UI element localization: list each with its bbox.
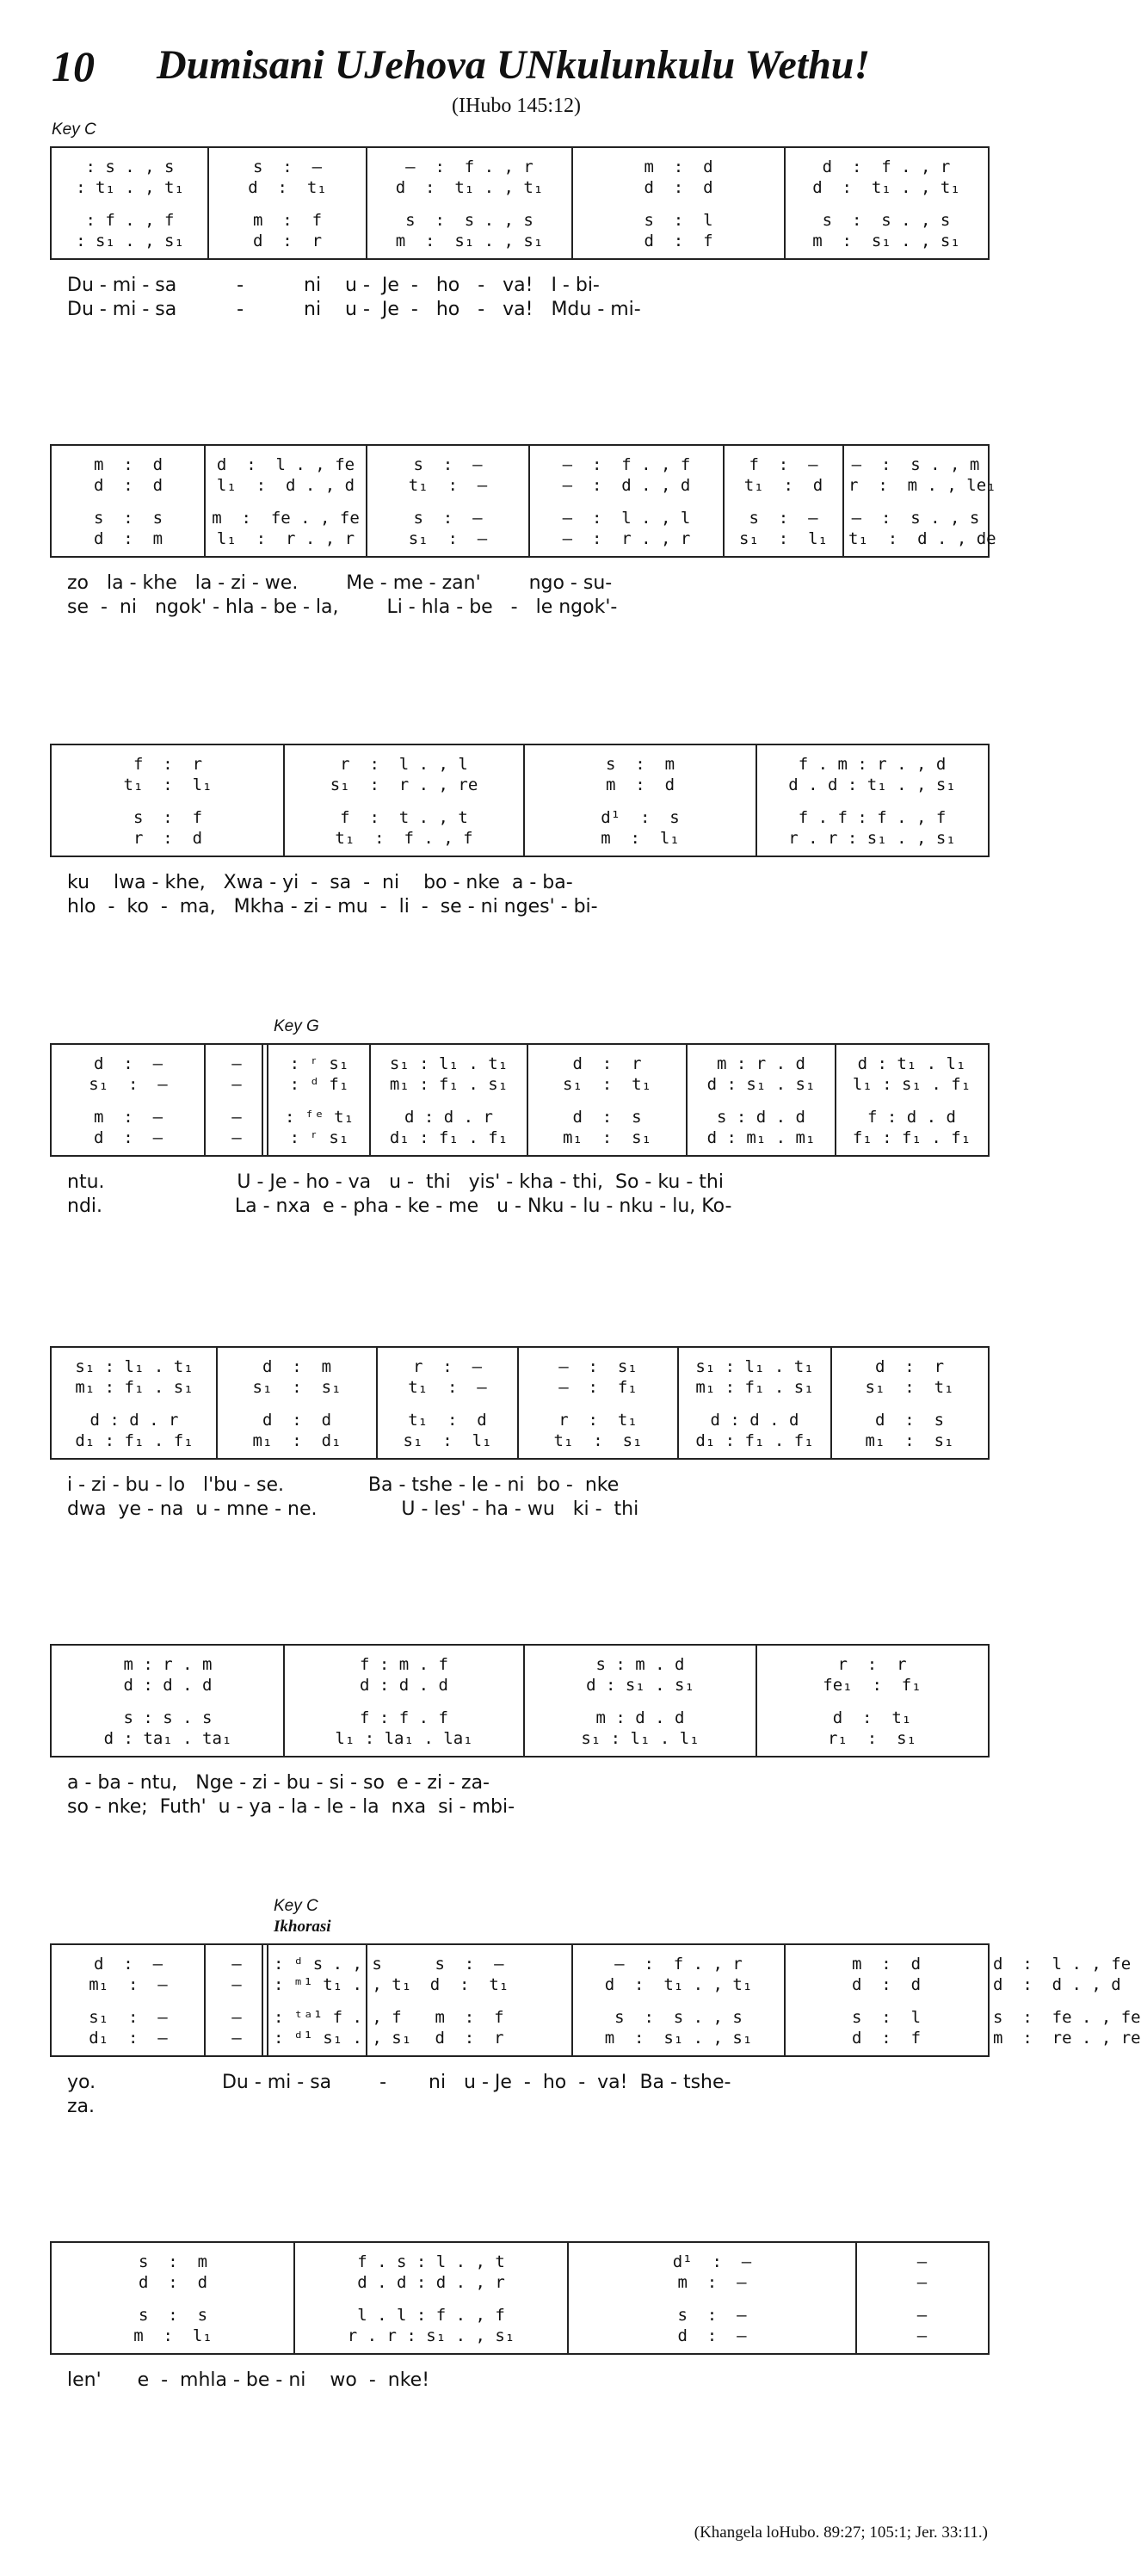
solfa-measure: : ᵈ s . , s [274,1955,382,1974]
lyric-line [50,274,990,298]
solfa-measure: d : r [874,1357,945,1376]
lyric-text: ku lwa - khe, Xwa - yi - sa - ni bo - nke a - ba- [67,872,573,893]
solfa-voice-row [52,1673,988,1697]
solfa-measure: l₁ : r . , r [216,529,355,548]
solfa-measure: m : l₁ [601,829,680,848]
solfa-measure: d : — [93,1054,163,1073]
lyric-line [50,1171,990,1195]
solfa-voice-row [52,826,988,850]
hymn-title: Dumisani UJehova UNkulunkulu Wethu! [157,42,871,88]
solfa-voice-row [52,1727,988,1751]
lyric-line [50,2095,990,2119]
solfa-measure: — [231,2029,242,2048]
solfa-measure: — [231,1975,242,1994]
solfa-measure: : ᵈ¹ s₁ . , s₁ [274,2029,412,2048]
solfa-measure: m : fe . , fe [212,509,360,528]
music-system-7 [50,1943,1141,2057]
solfa-measure: d : f . , r [822,158,951,176]
solfa-measure: d : m [93,529,163,548]
solfa-measure: m : d [644,158,713,176]
solfa-measure: t₁ : d . , de [848,529,996,548]
solfa-voice-row [52,2026,1141,2050]
solfa-measure: d : t₁ . l₁ [857,1054,966,1073]
solfa-measure: l₁ : s₁ . f₁ [852,1075,971,1094]
solfa-measure: f : t . , t [340,808,468,827]
solfa-measure: s : s [138,2306,208,2325]
music-system-3 [50,744,990,857]
solfa-measure: s : m [605,755,675,774]
solfa-measure: r : — [412,1357,483,1376]
solfa-voice-row [52,1429,988,1453]
solfa-measure: l . l : f . , f [357,2306,505,2325]
solfa-measure: — [231,1128,242,1147]
solfa-measure: d : t₁ . , t₁ [395,178,544,197]
solfa-measure: f . s : l . , t [357,2252,505,2271]
solfa-measure: t₁ : s₁ [553,1431,643,1450]
solfa-measure: s₁ : l₁ [403,1431,492,1450]
solfa-measure: l₁ : d . , d [216,476,355,495]
solfa-measure: s : — [252,158,323,176]
solfa-measure: d : f [644,232,713,250]
solfa-measure: s : — [413,509,483,528]
solfa-measure: d¹ : s [601,808,680,827]
solfa-measure: f₁ : f₁ . f₁ [852,1128,971,1147]
solfa-measure: s : — [435,1955,504,1974]
solfa-voice-row [52,1072,988,1096]
solfa-measure: s : d . d [717,1108,805,1127]
solfa-measure: — [231,1108,242,1127]
solfa-measure: s : s . , s [405,211,533,230]
solfa-measure: m : r . d [717,1054,805,1073]
solfa-measure: : ᶠᵉ t₁ [284,1108,355,1127]
solfa-voice-row [52,2324,988,2348]
solfa-measure: d : — [93,1128,163,1147]
solfa-measure: d : r [435,2029,504,2048]
solfa-measure: r : l . , l [340,755,468,774]
lyric-text: yo. Du - mi - sa - ni u - Je - ho - va! Ba - tshe- [67,2072,731,2093]
lyric-line [50,2369,990,2393]
solfa-measure: s : l [644,211,713,230]
lyric-line [50,1795,990,1819]
chorus-label: Ikhorasi [274,1918,331,1936]
solfa-measure: s₁ : l₁ . t₁ [389,1054,509,1073]
lyric-line [50,1473,990,1498]
solfa-measure: — [916,2252,928,2271]
solfa-voice-row [52,527,996,551]
solfa-voice-row [52,176,988,200]
solfa-measure: s : — [749,509,818,528]
solfa-measure: — : f . , r [614,1955,743,1974]
solfa-measure: d . d : t₁ . , s₁ [788,775,956,794]
solfa-voice-row [52,1375,988,1399]
solfa-measure: d : l . , fe [993,1955,1132,1974]
solfa-measure: t₁ : f . , f [335,829,473,848]
scripture-reference: (Khangela loHubo. 89:27; 105:1; Jer. 33:11.) [694,2523,988,2542]
solfa-measure: s : — [677,2306,747,2325]
solfa-measure: — [231,1955,242,1974]
solfa-measure: d : d [138,2273,208,2292]
solfa-measure: m : d [851,1955,922,1974]
solfa-measure: d : s [874,1411,945,1430]
lyric-text: Du - mi - sa - ni u - Je - ho - va! I - bi- [67,275,600,296]
solfa-measure: s₁ : t₁ [865,1378,954,1397]
music-system-8 [50,2241,990,2355]
solfa-measure: m₁ : f₁ . s₁ [75,1378,194,1397]
solfa-measure: d : s₁ . s₁ [586,1676,694,1695]
lyric-text: ntu. U - Je - ho - va u - thi yis' - kha - thi, So - ku - thi [67,1171,724,1193]
solfa-measure: s : — [413,455,483,474]
solfa-measure: d : d . d [360,1676,448,1695]
solfa-measure: d : — [93,1955,163,1974]
lyric-text: za. [67,2096,96,2117]
solfa-measure: — : s . , s [851,509,980,528]
solfa-measure: — : s₁ [558,1357,638,1376]
solfa-measure: m : re . , re [993,2029,1141,2048]
solfa-measure: fe₁ : f₁ [823,1676,922,1695]
solfa-measure: — [231,1075,242,1094]
solfa-measure: — : f . , f [562,455,691,474]
lyric-line [50,871,990,895]
solfa-measure: m : s₁ . , s₁ [395,232,544,250]
solfa-measure: m : s₁ . , s₁ [604,2029,753,2048]
solfa-measure: : ᵈ f₁ [289,1075,349,1094]
solfa-measure: s : f [133,808,203,827]
lyric-text: se - ni ngok' - hla - be - la, Li - hla - be - le ngok'- [67,596,618,618]
music-system-1 [50,146,990,260]
solfa-measure: l₁ : la₁ . la₁ [335,1729,473,1748]
solfa-measure: f . m : r . , d [798,755,947,774]
solfa-measure: s₁ : s₁ [252,1378,342,1397]
solfa-measure: r : m . , le₁ [848,476,996,495]
hymn-number: 10 [52,42,95,90]
key-label: Key C [274,1897,318,1915]
solfa-measure: f . f : f . , f [798,808,947,827]
solfa-measure: d : d [93,476,163,495]
solfa-measure: m : f [252,211,323,230]
solfa-measure: d₁ : f₁ . f₁ [695,1431,814,1450]
solfa-measure: s₁ : l₁ . l₁ [581,1729,700,1748]
solfa-measure: r . r : s₁ . , s₁ [788,829,956,848]
solfa-measure: : s . , s [85,158,175,176]
solfa-measure: d : t₁ [248,178,327,197]
solfa-measure: f : m . f [360,1655,448,1674]
lyric-line [50,1498,990,1522]
solfa-measure: d : r [572,1054,642,1073]
solfa-voice-row [52,773,988,797]
key-label: Key C [52,120,96,139]
solfa-measure: t₁ : — [408,1378,487,1397]
solfa-measure: d : m₁ . m₁ [706,1128,816,1147]
music-system-5 [50,1346,990,1460]
music-system-4 [50,1043,990,1157]
solfa-measure: r : r [837,1655,907,1674]
solfa-measure: m : — [93,1108,163,1127]
solfa-measure: f : — [749,455,818,474]
solfa-measure: s : s [93,509,163,528]
solfa-measure: m₁ : f₁ . s₁ [695,1378,814,1397]
lyric-line [50,596,990,620]
solfa-measure: d₁ : — [89,2029,168,2048]
solfa-measure: s₁ : l₁ [739,529,828,548]
music-system-6 [50,1644,990,1757]
solfa-measure: t₁ : d [408,1411,487,1430]
solfa-measure: — : f₁ [558,1378,638,1397]
solfa-measure: f : d . d [867,1108,956,1127]
solfa-measure: m : d . d [595,1708,685,1727]
lyric-text: a - ba - ntu, Nge - zi - bu - si - so e - zi - za- [67,1772,490,1794]
solfa-measure: — [916,2273,928,2292]
solfa-measure: s : s . s [123,1708,213,1727]
hymn-subtitle: (IHubo 145:12) [452,95,581,117]
solfa-measure: m₁ : f₁ . s₁ [389,1075,509,1094]
solfa-measure: : ʳ s₁ [289,1054,349,1073]
lyric-line [50,1771,990,1795]
lyric-text: i - zi - bu - lo l'bu - se. Ba - tshe - le - ni bo - nke [67,1474,620,1496]
solfa-measure: d : t₁ [429,1975,509,1994]
solfa-measure: s : m [138,2252,208,2271]
solfa-measure: d : d . d [123,1676,213,1695]
solfa-measure: — [916,2306,928,2325]
solfa-measure: r : t₁ [558,1411,638,1430]
solfa-voice-row [52,2270,988,2295]
solfa-measure: s₁ : l₁ . t₁ [695,1357,814,1376]
solfa-measure: s : l [851,2008,922,2027]
solfa-measure: m₁ : d₁ [252,1431,342,1450]
solfa-measure: s₁ : t₁ [563,1075,651,1094]
solfa-measure: — : r . , r [562,529,691,548]
lyric-text: Du - mi - sa - ni u - Je - ho - va! Mdu - mi- [67,299,641,320]
solfa-measure: m₁ : s₁ [865,1431,954,1450]
solfa-measure: d : s [572,1108,642,1127]
solfa-measure: m : — [677,2273,747,2292]
solfa-measure: t₁ : l₁ [123,775,213,794]
solfa-measure: s₁ : r . , re [330,775,478,794]
solfa-measure: d : s₁ . s₁ [706,1075,816,1094]
solfa-measure: r . r : s₁ . , s₁ [347,2326,515,2345]
solfa-measure: d : d . r [89,1411,179,1430]
solfa-measure: d¹ : — [672,2252,752,2271]
solfa-measure: d : d [262,1411,332,1430]
solfa-measure: d : d [851,1975,922,1994]
solfa-measure: d₁ : f₁ . f₁ [75,1431,194,1450]
solfa-measure: s₁ : — [89,2008,168,2027]
solfa-measure: : s₁ . , s₁ [76,232,184,250]
solfa-measure: — : l . , l [562,509,691,528]
solfa-measure: m : s₁ . , s₁ [812,232,960,250]
solfa-measure: d : r [252,232,323,250]
solfa-measure: t₁ : d [743,476,823,495]
solfa-measure: d : d [644,178,713,197]
lyric-text: so - nke; Futh' u - ya - la - le - la nxa si - mbi- [67,1796,515,1818]
solfa-measure: d : t₁ [832,1708,912,1727]
solfa-measure: m : d [93,455,163,474]
solfa-measure: f : r [133,755,203,774]
lyric-line [50,2071,990,2095]
key-label: Key G [274,1017,319,1035]
solfa-measure: s : s . , s [614,2008,743,2027]
solfa-measure: t₁ : — [408,476,488,495]
lyric-text: hlo - ko - ma, Mkha - zi - mu - li - se - ni nges' - bi- [67,896,598,917]
solfa-measure: m : f [435,2008,504,2027]
lyric-line [50,571,990,596]
lyric-text: len' e - mhla - be - ni wo - nke! [67,2369,430,2391]
solfa-measure: — [231,1054,242,1073]
solfa-measure: s : fe . , fe [993,2008,1141,2027]
solfa-measure: r : d [133,829,203,848]
lyric-line [50,895,990,919]
solfa-voice-row [52,473,996,497]
solfa-measure: s₁ : l₁ . t₁ [75,1357,194,1376]
solfa-measure: : ʳ s₁ [289,1128,349,1147]
solfa-voice-row [52,1126,988,1150]
solfa-measure: m : r . m [123,1655,213,1674]
solfa-measure: — : d . , d [562,476,691,495]
solfa-measure: d : l . , fe [216,455,355,474]
music-system-2 [50,444,996,558]
solfa-measure: d : f [851,2029,922,2048]
lyric-line [50,1195,990,1219]
solfa-measure: : f . , f [85,211,175,230]
lyric-text: ndi. La - nxa e - pha - ke - me u - Nku - lu - nku - lu, Ko- [67,1195,732,1217]
lyric-text: zo la - khe la - zi - we. Me - me - zan' ngo - su- [67,572,613,594]
solfa-measure: d : d . d [710,1411,799,1430]
solfa-measure: d : — [677,2326,747,2345]
solfa-voice-row [52,229,988,253]
solfa-voice-row [52,1973,1121,1997]
solfa-measure: m₁ : — [89,1975,168,1994]
solfa-measure: d : d . r [404,1108,493,1127]
solfa-measure: — [916,2326,928,2345]
solfa-measure: — [231,2008,242,2027]
solfa-measure: d : ta₁ . ta₁ [103,1729,232,1748]
solfa-measure: : ᵗᵃ¹ f . , f [274,2008,402,2027]
solfa-measure: s : m . d [595,1655,685,1674]
solfa-measure: m₁ : s₁ [563,1128,651,1147]
solfa-measure: : ᵐ¹ t₁ . , t₁ [274,1975,412,1994]
solfa-measure: f : f . f [360,1708,448,1727]
solfa-measure: m : d [605,775,675,794]
lyric-line [50,298,990,322]
solfa-measure: r₁ : s₁ [828,1729,916,1748]
solfa-measure: d : m [262,1357,332,1376]
solfa-measure: : t₁ . , t₁ [76,178,184,197]
solfa-measure: s₁ : — [408,529,488,548]
solfa-measure: — : f . , r [405,158,533,176]
solfa-measure: d . d : d . , r [357,2273,505,2292]
solfa-measure: — : s . , m [851,455,980,474]
solfa-measure: d : t₁ . , t₁ [812,178,960,197]
solfa-measure: s : s . , s [822,211,951,230]
solfa-measure: s₁ : — [89,1075,168,1094]
lyric-text: dwa ye - na u - mne - ne. U - les' - ha - wu ki - thi [67,1498,639,1520]
solfa-measure: d₁ : f₁ . f₁ [389,1128,509,1147]
solfa-measure: m : l₁ [133,2326,213,2345]
solfa-measure: d : t₁ . , t₁ [604,1975,753,1994]
solfa-measure: d : d . , d [993,1975,1121,1994]
